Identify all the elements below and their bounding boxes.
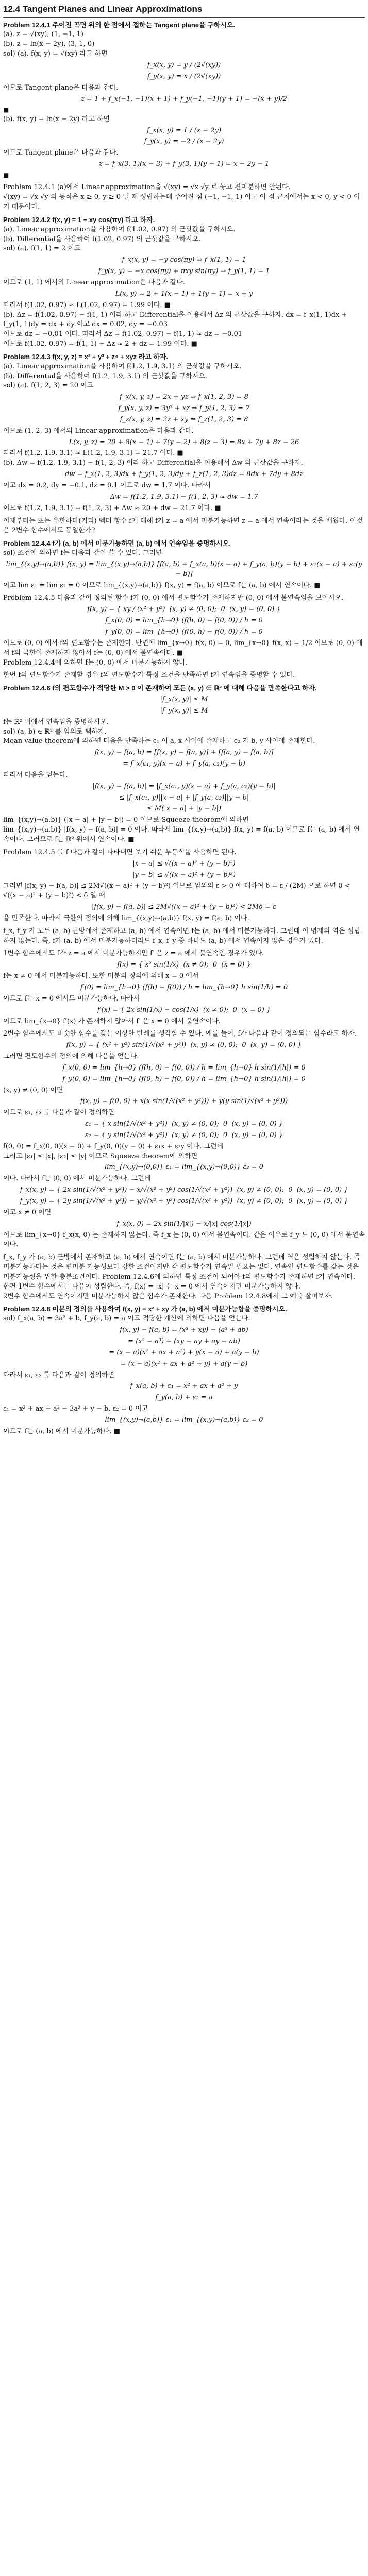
text-line: √(xy) = √x √y 의 등식은 x ≥ 0, y ≥ 0 일 때 성립하는데 주어진 점 (−1, −1, 1) 이고 이 점 근처에서는 x < 0, y < 0 이기 때문이다.	[3, 193, 360, 211]
text-line: 따라서 f(1.02, 0.97) ≈ L(1.02, 0.97) = 1.99 이다. ■	[3, 301, 171, 309]
equation-line: f(x) = { x² sin(1/x) (x ≠ 0); 0 (x = 0) }	[117, 961, 251, 969]
equation-line: f_x(x, y) = y / (2√(xy))	[147, 61, 221, 70]
problem-block	[3, 684, 365, 845]
problem-statement: Problem 12.4.8 미분의 정의를 사용하여 f(x, y) = x² + xy 가 (a, b) 에서 미분가능함을 증명하시오.	[3, 1305, 287, 1313]
text-line: Problem 12.4.5 다음과 같이 정의된 함수 f가 (0, 0) 에서 편도함수가 존재하지만 (0, 0) 에서 불연속임을 보이시오.	[3, 594, 344, 602]
problem-block	[3, 215, 365, 349]
text-line: (a). z = √(xy), (1, −1, 1)	[3, 30, 83, 39]
equation-line: f_y(x, y) = −x cos(πy) + πxy sin(πy) ⇒ f_y(1, 1) = 1	[98, 267, 270, 276]
equation-line: f_y(x, y) = { 2y sin(1/√(x² + y²)) − y/√(x² + y²) cos(1/√(x² + y²)) (x, y) ≠ (0, 0); 0 (x, y) = (0, 0) }	[20, 1197, 348, 1206]
problem-statement: Problem 12.4.3 f(x, y, z) = x² + y³ + z⁴ + xyz 라고 하자.	[3, 352, 169, 361]
equation-line: z = f_x(3, 1)(x − 3) + f_y(3, 1)(y − 1) = x − 2y − 1	[98, 160, 270, 168]
text-line: 1변수 함수에서도 f가 z = a 에서 미분가능하지만 f′ 은 z = a 에서 불연속인 경우가 있다.	[3, 950, 264, 958]
problem-block	[3, 1304, 365, 1436]
text-line: 따라서 f(1.2, 1.9, 3.1) ≈ L(1.2, 1.9, 3.1) = 21.7 이다. ■	[3, 449, 183, 457]
text-line: sol) f_x(a, b) = 3a² + b, f_y(a, b) = a 이고 적당한 계산에 의하면 다음을 얻는다.	[3, 1315, 250, 1323]
equation-line: f_y(a, b) + ε₂ = a	[155, 1394, 213, 1402]
equation-line: ε₁ = { x sin(1/√(x² + y²)) (x, y) ≠ (0, 0); 0 (x, y) = (0, 0) }	[85, 1120, 283, 1128]
problem-block	[3, 539, 365, 590]
text-line: 2변수 함수에서도 비슷한 함수를 갖는 이상한 반례를 생각할 수 있다. 예를 들어, f가 다음과 같이 정의되는 함수라고 하자.	[3, 1030, 357, 1038]
equation-line: = (x − a)(x² + ax + a²) + y(x − a) + a(y − b)	[109, 1348, 259, 1357]
equation-line: f_y(0, 0) = lim_{h→0} (f(0, h) − f(0, 0)) / h = lim_{h→0} h sin(1/|h|) = 0	[62, 1075, 306, 1083]
equation-line: f_x(0, 0) = lim_{h→0} (f(h, 0) − f(0, 0)) / h = lim_{h→0} h sin(1/|h|) = 0	[62, 1063, 306, 1072]
equation-line: f′(x) = { 2x sin(1/x) − cos(1/x) (x ≠ 0); 0 (x = 0) }	[97, 1006, 271, 1014]
text-line: sol) (a). f(1, 1) = 2 이고	[3, 245, 81, 253]
text-line: 이제부터는 또는 유한하다(거리) 벡터 항수 f에 대해 f가 z = a 에서 미분가능하면 z = a 에서 연속이라는 것을 배웠다. 이것은 2변수 함수에서도 동일한가?	[3, 517, 363, 535]
text-line: 이므로 (1, 1) 에서의 Linear approximation은 다음과 같다.	[3, 278, 185, 286]
text-line: (a). Linear approximation을 사용하여 f(1.2, 1.9, 3.1) 의 근삿값을 구하시오.	[3, 362, 242, 370]
text-line: Problem 12.4.5 를 f 다음과 같이 나타내면 보기 쉬운 부등식을 사용하면 된다.	[3, 848, 237, 856]
text-line: 따라서 ε₁, ε₂ 를 다음과 같이 정의하면	[3, 1371, 115, 1379]
qed-mark: ■	[3, 106, 9, 114]
text-line: 따라서 다음을 얻는다.	[3, 771, 68, 779]
equation-line: f_x(a, b) + ε₁ = x² + ax + a² + y	[130, 1382, 238, 1391]
text-line: Mean value theorem에 의하면 다음을 만족하는 c₁ 이 a, x 사이에 존재하고 c₂ 가 b, y 사이에 존재한다.	[3, 737, 315, 745]
text-line: Problem 12.4.1 (a)에서 Linear approximation을 √(xy) = √x √y 로 놓고 편미분하면 안된다.	[3, 183, 291, 192]
qed-mark: ■	[3, 172, 9, 179]
text-line: sol) (a). f(1, 2, 3) = 20 이고	[3, 382, 94, 390]
text-line: (b). Differential을 사용하여 f(1.02, 0.97) 의 근삿값을 구하시오.	[3, 235, 201, 243]
text-line: 이므로 f(1.02, 0.97) = f(1, 1) + Δz ≈ 2 + dz = 1.99 이다. ■	[3, 340, 197, 348]
text-line: 그러면 편도함수의 정의에 의해 다음을 얻는다.	[3, 1053, 139, 1061]
document-body	[3, 21, 365, 1437]
text-line: 이므로 dz = −0.01 이다. 따라서 Δz = f(1.02, 0.97) − f(1, 1) ≈ dz = −0.01	[3, 330, 243, 338]
problem-block	[3, 949, 365, 1026]
text-line: (a). Linear approximation을 사용하여 f(1.02, 0.97) 의 근삿값을 구하시오.	[3, 225, 236, 233]
text-line: sol) (a). f(x, y) = √(xy) 라고 하면	[3, 50, 108, 58]
equation-line: |y − b| ≤ √((x − a)² + (y − b)²)	[132, 871, 236, 879]
problem-block	[3, 517, 365, 536]
text-line: 이다. 따라서 f는 (0, 0) 에서 미분가능하다. 그런데	[3, 1175, 151, 1183]
equation-line: f_x(x, 0) = 2x sin(1/|x|) − x/|x| cos(1/|x|)	[116, 1219, 252, 1228]
problem-block	[3, 183, 365, 212]
text-line: 이고 dx = 0.2, dy = −0.1, dz = 0.1 이므로 dw = 1.7 이다. 따라서	[3, 482, 211, 490]
problem-block	[3, 1029, 365, 1250]
equation-line: f(x, y) = f(0, 0) + x(x sin(1/√(x² + y²))) + y(y sin(1/√(x² + y²)))	[80, 1097, 288, 1106]
equation-line: f(x, y) − f(a, b) = (x³ + xy) − (a³ + ab)	[120, 1326, 248, 1334]
equation-line: z = 1 + f_x(−1, −1)(x + 1) + f_y(−1, −1)(y + 1) = −(x + y)/2	[81, 95, 287, 103]
equation-line: f(x, y) = { (x² + y²) sin(1/√(x² + y²)) (x, y) ≠ (0, 0); 0 (x, y) = (0, 0) }	[66, 1041, 302, 1049]
text-line: 이므로 Tangent plane은 다음과 같다.	[3, 149, 119, 157]
problem-block	[3, 21, 365, 180]
problem-statement: Problem 12.4.6 f의 편도함수가 적당한 M > 0 이 존재하여 모든 (x, y) ∈ ℝ² 에 대해 다음을 만족한다고 하자.	[3, 684, 317, 692]
equation-line: |f(x, y) − f(a, b)| ≤ 2M√((x − a)² + (y − b)²) < 2Mδ = ε	[92, 903, 276, 911]
text-line: (b). Δz = f(1.02, 0.97) − f(1, 1) 이라 하고 Differential을 이용해서 Δz 의 근삿값을 구하자. dx = f_x(1, 1)dx + f_y(1, 1)dy = dx + dy 이고 dx = 0.02, dy = −0.03	[3, 311, 349, 329]
text-line: 한번 f의 편도함수가 존재할 경우 f의 편도함수가 특정 조건을 만족하면 f가 연속임을 증명할 수 있다.	[3, 671, 295, 680]
equation-line: f_x(x, y, z) = 2x + yz ⇒ f_x(1, 2, 3) = 8	[120, 393, 248, 401]
equation-line: dw = f_x(1, 2, 3)dx + f_y(1, 2, 3)dy + f_z(1, 2, 3)dz = 8dx + 7dy + 8dz	[64, 470, 304, 479]
text-line: lim_{(x,y)→(a,b)} |f(x, y) − f(a, b)| = 0 이다. 따라서 lim_{(x,y)→(a,b)} f(x, y) = f(a, b) 이므로 f는 (a, b) 에서 연속이다. 그러므로 f는 ℝ² 위에서 연속이다. ■	[3, 826, 360, 844]
text-line: 그러면 |f(x, y) − f(a, b)| ≤ 2M√((x − a)² + (y − b)²) 이므로 임의의 ε > 0 에 대하여 δ = ε / (2M) 으로 하면 0 < √((x − a)² + (y − b)²) < δ 일 때	[3, 882, 353, 900]
equation-line: ≤ |f_x(c₁, y)||x − a| + |f_y(a, c₂)||y − b|	[119, 793, 249, 802]
text-line: 2변수 함수에서도 연속이지만 미분가능하지 않은 함수가 존재한다. 다음 Problem 12.4.8에서 그 예를 살펴보자.	[3, 1292, 333, 1300]
equation-line: Δw = f(1.2, 1.9, 3.1) − f(1, 2, 3) ≈ dw = 1.7	[110, 493, 258, 501]
section-title: 12.4 Tangent Planes and Linear Approximations	[3, 3, 365, 18]
problem-block	[3, 927, 365, 946]
equation-line: f(x, y) − f(a, b) = [f(x, y) − f(a, y)] + [f(a, y) − f(a, b)]	[94, 749, 274, 757]
equation-line: f_x(0, 0) = lim_{h→0} (f(h, 0) − f(0, 0)) / h = 0	[105, 617, 263, 625]
problem-statement: Problem 12.4.1 주어진 곡면 위의 한 점에서 접하는 Tangent plane을 구하시오.	[3, 21, 236, 29]
equation-line: f_x(x, y) = { 2x sin(1/√(x² + y²)) − x/√(x² + y²) cos(1/√(x² + y²)) (x, y) ≠ (0, 0); 0 (x, y) = (0, 0) }	[20, 1186, 348, 1194]
text-line: 이므로 (0, 0) 에서 f의 편도함수는 존재한다. 반면에 lim_{x→0} f(x, 0) = 0, lim_{x→0} f(x, x) = 1/2 이므로 (0, 0) 에서 f의 극한이 존재하지 않아서 f는 (0, 0) 에서 불연속이다. ■	[3, 639, 363, 657]
equation-line: = (x − a)(x² + ax + a² + y) + a(y − b)	[120, 1360, 248, 1368]
text-line: (x, y) ≠ (0, 0) 이면	[3, 1086, 63, 1094]
equation-line: |f(x, y) − f(a, b)| = |f_x(c₁, y)(x − a) + f_y(a, c₂)(y − b)|	[92, 782, 276, 790]
text-line: 이고 lim ε₁ = lim ε₂ = 0 이므로 lim_{(x,y)→(a,b)} f(x, y) = f(a, b) 이므로 f는 (a, b) 에서 연속이다. ■	[3, 581, 321, 589]
text-line: 그리고 |ε₁| ≤ |x|, |ε₂| ≤ |y| 이므로 Squeeze theorem에 의하면	[3, 1152, 198, 1160]
equation-line: |f_x(x, y)| ≤ M	[160, 696, 208, 704]
equation-line: ε₂ = { y sin(1/√(x² + y²)) (x, y) ≠ (0, 0); 0 (x, y) = (0, 0) }	[85, 1131, 283, 1139]
text-line: 이므로 Tangent plane은 다음과 같다.	[3, 83, 119, 92]
equation-line: lim_{(x,y)→(0,0)} ε₁ = lim_{(x,y)→(0,0)} ε₂ = 0	[105, 1163, 263, 1172]
equation-line: f_z(x, y, z) = 2z + xy ⇒ f_z(1, 2, 3) = 8	[120, 415, 248, 423]
equation-line: f_y(x, y) = −2 / (x − 2y)	[144, 138, 224, 146]
text-line: f(0, 0) = f_x(0, 0)(x − 0) + f_y(0, 0)(y − 0) + ε₁x + ε₂y 이다. 그런데	[3, 1142, 224, 1150]
equation-line: L(x, y, z) = 20 + 8(x − 1) + 7(y − 2) + 8(z − 3) = 8x + 7y + 8z − 26	[69, 438, 299, 446]
text-line: 이므로 lim_{x→0} f′(x) 가 존재하지 않아서 f′ 은 x = 0 에서 불연속이다.	[3, 1017, 221, 1025]
equation-line: f_x(x, y) = 1 / (x − 2y)	[146, 126, 222, 134]
equation-line: lim_{(x,y)→(a,b)} ε₁ = lim_{(x,y)→(a,b)} ε₂ = 0	[105, 1416, 263, 1424]
text-line: 이므로 f는 x = 0 에서도 미분가능하다. 따라서	[3, 994, 140, 1003]
problem-block	[3, 352, 365, 514]
text-line: (b). Δw = f(1.2, 1.9, 3.1) − f(1, 2, 3) 이라 하고 Differential을 이용해서 Δw 의 근삿값을 구하자.	[3, 459, 303, 467]
equation-line: ≤ M(|x − a| + |y − b|)	[146, 805, 222, 813]
text-line: (b). f(x, y) = ln(x − 2y) 라고 하면	[3, 115, 110, 123]
text-line: Problem 12.4.4에 의하면 f는 (0, 0) 에서 미분가능하지 않다.	[3, 658, 188, 667]
text-line: 이므로 f(1.2, 1.9, 3.1) = f(1, 2, 3) + Δw ≈ 20 + dw = 21.7 이다. ■	[3, 504, 221, 512]
equation-line: = f_x(c₁, y)(x − a) + f_y(a, c₂)(y − b)	[123, 760, 245, 768]
text-line: (b). z = ln(x − 2y), (3, 1, 0)	[3, 40, 95, 48]
problem-block	[3, 1253, 365, 1301]
text-line: sol) (a, b) ∈ ℝ² 를 임의로 택하자.	[3, 727, 107, 736]
equation-line: f′(0) = lim_{h→0} (f(h) − f(0)) / h = lim_{h→0} h sin(1/h) = 0	[80, 983, 288, 991]
text-line: f는 x ≠ 0 에서 미분가능하다. 또한 미분의 정의에 의해 x = 0 에서	[3, 972, 199, 980]
text-line: f_x, f_y 가 모두 (a, b) 근방에서 존재하고 (a, b) 에서 연속이면 f는 (a, b) 에서 미분가능하다. 그런데 이 명제의 역은 성립하지 않는다. 즉, f가 (a, b) 에서 미분가능하더라도 f_x, f_y 중 하나도 (a, b) 에서 연속이지 않은 경우가 있다.	[3, 927, 360, 945]
problem-block	[3, 594, 365, 668]
problem-statement: Problem 12.4.4 f가 (a, b) 에서 미분가능하면 (a, b) 에서 연속임을 증명하시오.	[3, 539, 231, 548]
equation-line: f_y(x, y, z) = 3y² + xz ⇒ f_y(1, 2, 3) = 7	[118, 404, 250, 413]
text-line: 이므로 (1, 2, 3) 에서의 Linear approximation은 다음과 같다.	[3, 427, 194, 435]
equation-line: f(x, y) = { xy / (x² + y²) (x, y) ≠ (0, 0); 0 (x, y) = (0, 0) }	[87, 605, 281, 614]
equation-line: |f_y(x, y)| ≤ M	[160, 706, 208, 715]
text-line: 이므로 ε₁, ε₂ 를 다음과 같이 정의하면	[3, 1109, 115, 1117]
text-line: f는 ℝ² 위에서 연속임을 증명하시오.	[3, 718, 109, 726]
equation-line: L(x, y) = 2 + 1(x − 1) + 1(y − 1) = x + y	[115, 290, 253, 298]
problem-block	[3, 671, 365, 681]
text-line: f_x, f_y 가 (a, b) 근방에서 존재하고 (a, b) 에서 연속이면 f는 (a, b) 에서 미분가능하다. 그런데 역은 성립하지 않는다. 즉 미분가능하다는 것은 편미분 가능성보다 강한 조건이지만 각 편도함수가 연속일 필요는 없다. 연속인 편도함수를 갖는 것은 미분가능성을 위한 충분조건이다. Problem 12.4.6에 의하면 특정 조건이 되어야 f의 편도함수가 존재하면 f가 연속이다.	[3, 1253, 362, 1281]
text-line: 이므로 f는 (a, b) 에서 미분가능하다. ■	[3, 1427, 121, 1435]
text-line: 한편 1변수 함수에서는 다음이 성립한다. 즉, f(x) = |x| 는 x = 0 에서 연속이지만 미분가능하지 않다.	[3, 1282, 300, 1291]
text-line: lim_{(x,y)→(a,b)} (|x − a| + |y − b|) = 0 이므로 Squeeze theorem에 의하면	[3, 816, 249, 824]
equation-line: |x − a| ≤ √((x − a)² + (y − b)²)	[132, 859, 236, 868]
equation-line: = (x³ − a³) + (xy − ay + ay − ab)	[128, 1337, 240, 1345]
problem-block	[3, 848, 365, 924]
problem-statement: Problem 12.4.2 f(x, y) = 1 − xy cos(πy) 라고 하자.	[3, 215, 155, 224]
text-line: sol) 조건에 의하면 f는 다음과 같이 쓸 수 있다. 그러면	[3, 549, 162, 557]
text-line: 을 만족한다. 따라서 극한의 정의에 의해 lim_{(x,y)→(a,b)} f(x, y) = f(a, b) 이다.	[3, 914, 249, 922]
equation-line: f_y(0, 0) = lim_{h→0} (f(0, h) − f(0, 0)) / h = 0	[105, 628, 263, 636]
text-line: 이므로 lim_{x→0} f_x(x, 0) 는 존재하지 않는다. 즉 f_x 는 (0, 0) 에서 불연속이다. 같은 이유로 f_y 도 (0, 0) 에서 불연속이다.	[3, 1231, 365, 1249]
equation-line: f_x(x, y) = −y cos(πy) ⇒ f_x(1, 1) = 1	[122, 256, 246, 264]
equation-line: f_y(x, y) = x / (2√(xy))	[147, 72, 221, 80]
equation-line: lim_{(x,y)→(a,b)} f(x, y) = lim_{(x,y)→(a,b)} [f(a, b) + f_x(a, b)(x − a) + f_y(a, b)(y − b) + ε₁(x − a) + ε₂(y − b)]	[6, 560, 364, 578]
text-line: ε₁ = x² + ax + a² − 3a² + y − b, ε₂ = 0 이고	[3, 1405, 148, 1413]
text-line: (b). Differential을 사용하여 f(1.2, 1.9, 3.1) 의 근삿값을 구하시오.	[3, 372, 207, 380]
text-line: 이고 x ≠ 0 이면	[3, 1208, 52, 1216]
